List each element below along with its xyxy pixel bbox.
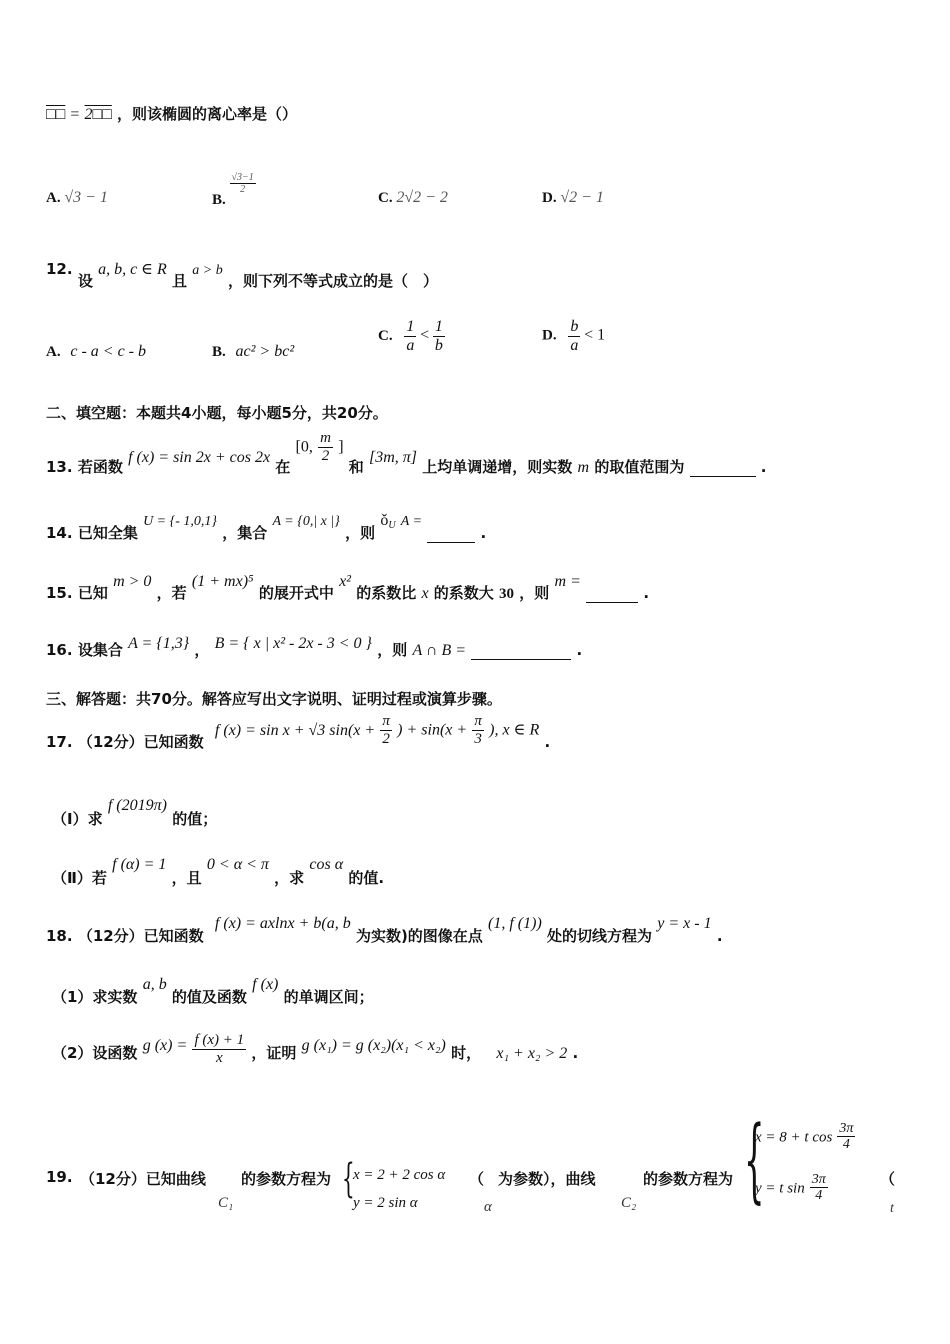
q12-option-b[interactable]: B. ac² > bc² [212,343,295,360]
q16-stem: 16. 设集合 A = {1,3} ， B = { x | x² - 2x - 3 < 0 } ，则 A ∩ B = . [46,635,583,659]
q17-part-2: （Ⅱ）若 f (α) = 1 ，且 0 < α < π ，求 cos α 的值. [52,856,385,887]
section-3-heading: 三、解答题：共70分。解答应写出文字说明、证明过程或演算步骤。 [46,690,502,708]
q11-condition [46,103,297,124]
q19-alpha: α [484,1199,492,1215]
q11-cond-eq: = [70,106,80,123]
q19-num: 19. [46,1168,73,1186]
q19-eq2b-line: y = t sin $\frac{3\pi}{4}$ [755,1172,826,1204]
q12-option-a[interactable]: A. c - a < c - b [46,343,146,360]
q11-option-c[interactable]: C. 2√2 − 2 [378,189,448,206]
q19-t3: （ [469,1170,485,1188]
q16-answer-blank[interactable] [471,641,571,660]
q19-eq1a: x = 2 + 2 cos α [353,1167,446,1183]
q19-eq1b: y = 2 sin α [353,1195,418,1211]
q11-cond-right: 2□□ [84,106,112,123]
q13-stem: 13. 若函数 f (x) = sin 2x + cos 2x 在 [0, $\frac{m}{2}$ ] 和 [3m, π] 上均单调递增，则实数 m 的取值范围为 . [46,430,767,476]
q19-t2: 的参数方程为 [241,1170,332,1188]
q19-c2: C₂ [621,1195,637,1211]
q11-stem: ，则该椭圆的离心率是（） [116,105,297,123]
q15-stem: 15. 已知 m > 0 ，若 (1 + mx)⁵ 的展开式中 x² 的系数比 x 的系数大 30 ，则 m = . [46,573,650,602]
q19-t4: 为参数），曲线 [498,1170,596,1188]
q11-cond-left: □□ [46,106,66,123]
q17-part-1: （Ⅰ）求 f (2019π) 的值； [52,797,218,828]
q18-stem: 18. （12分）已知函数 f (x) = axlnx + b(a, b 为实数)的图像在点 (1, f (1)) 处的切线方程为 y = x - 1 . [46,915,723,945]
q19-eq2a-line: x = 8 + t cos $\frac{3\pi}{4}$ [755,1121,854,1153]
q11-option-d[interactable]: D. √2 − 1 [542,189,604,206]
section-2-heading: 二、填空题：本题共4小题，每小题5分，共20分。 [46,404,388,422]
q19-brace-2: { [744,1106,765,1213]
q14-answer-blank[interactable] [427,524,475,543]
q19-t: t [890,1201,894,1216]
q17-stem: 17. （12分）已知函数 f (x) = sin x + √3 sin(x + $\frac{\pi}{2}$ ) + sin(x + $\frac{\pi}{3}$ ), x ∈ R . [46,713,551,751]
q14-stem: 14. 已知全集 U = {- 1,0,1} ，集合 A = {0,| x |} ，则 $ǒ_U$ A = . [46,512,487,542]
q19-c1: C₁ [218,1195,234,1211]
q12-stem: 12. 设 a, b, c ∈ R 且 a > b ，则下列不等式成立的是（ ） [46,260,438,290]
q12-option-d[interactable]: D. $\frac{b}{a}$ < 1 [542,318,606,354]
q19-brace-1: { [342,1156,355,1202]
q18-part-2: （2）设函数 g (x) = $\frac{f (x) + 1}{x}$ ，证明 g (x₁) = g (x₂)(x₁ < x₂) 时， x₁ + x₂ > 2 . [52,1032,579,1066]
q13-answer-blank[interactable] [690,458,756,477]
q12-option-c[interactable]: C. $\frac{1}{a}$ < $\frac{1}{b}$ [378,318,443,354]
q19-t6: （ [880,1170,896,1188]
q11-option-b[interactable]: B. $\frac{√3-1}{2}$ [212,172,254,208]
q18-part-1: （1）求实数 a, b 的值及函数 f (x) 的单调区间； [52,976,374,1006]
q19-score: （12分）已知曲线 [80,1170,206,1188]
q11-option-a[interactable]: A. √3 − 1 [46,189,108,206]
q19-t5: 的参数方程为 [643,1170,734,1188]
q15-answer-blank[interactable] [586,584,638,603]
